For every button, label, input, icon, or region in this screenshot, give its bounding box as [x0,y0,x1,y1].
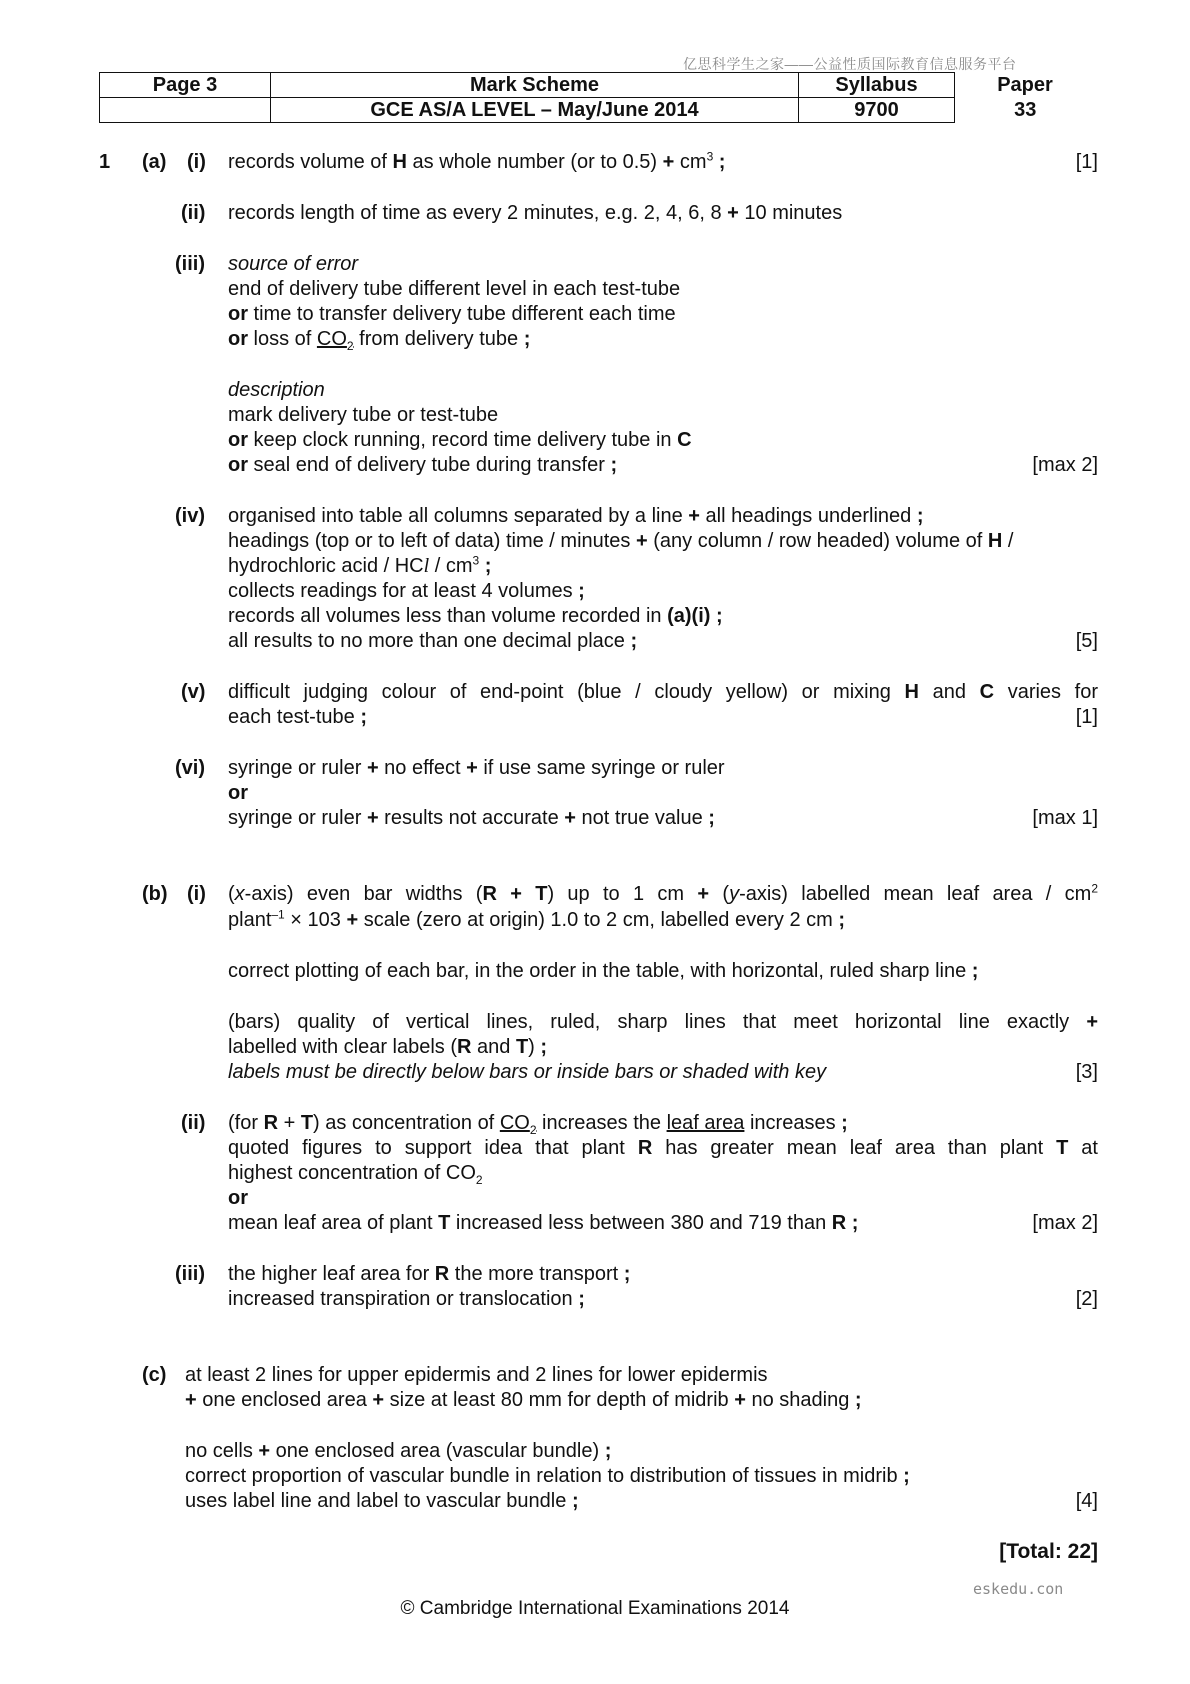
watermark-top: 亿思科学生之家——公益性质国际教育信息服务平台 [683,56,1017,72]
sub-iii-label: (iii) [175,253,205,275]
a-iii-line-3: or loss of $CO_2$ from delivery tube ; [228,328,531,353]
c-line-1: at least 2 lines for upper epidermis and 2 lines for lower epidermis [185,1364,768,1386]
a-iii-line-4: mark delivery tube or test-tube [228,404,499,426]
a-i-mark: [1] [1075,151,1098,173]
sub-v-label: (v) [181,681,206,703]
c-line-5: uses label line and label to vascular bundle ; [185,1490,579,1512]
b-i-label: (i) [187,883,206,905]
c-line-3: no cells + one enclosed area (vascular bundle) ; [185,1440,612,1462]
part-c-label: (c) [142,1364,167,1386]
a-i-text: records volume of H as whole number (or to $0.5) + cm^3$ ; [228,149,726,173]
a-iv-line-4: collects readings for at least 4 volumes ; [228,580,585,602]
paper-number: 33 [1014,99,1037,121]
a-iv-line-2: headings (top or to left of data) time / minutes + (any column / row headed) volume of H / [228,530,1014,552]
b-iii-label: (iii) [175,1263,205,1285]
c-mark: [4] [1075,1490,1098,1512]
header-empty-cell [100,98,271,123]
a-iv-line-5: records all volumes less than volume recorded in (a)(i) ; [228,605,723,627]
b-i-line-3: correct plotting of each bar, in the order in the table, with horizontal, ruled sharp line ; [228,960,979,982]
b-ii-or: or [228,1187,248,1209]
copyright-footer: © Cambridge International Examinations 2014 [400,1598,790,1619]
header-subtitle: GCE AS/A LEVEL – May/June 2014 [271,98,799,123]
b-i-line-5: labelled with clear labels (R and T) ; [228,1036,548,1058]
c-line-2: + one enclosed area + size at least 80 mm for depth of midrib + no shading ; [185,1389,862,1411]
a-vi-or: or [228,782,248,804]
b-iii-mark: [2] [1075,1288,1098,1310]
syllabus-code: 9700 [799,98,955,123]
a-iv-line-3: hydrochloric acid / HCl / $cm^3$ ; [228,553,492,577]
question-number: 1 [99,151,111,173]
b-i-line-6: labels must be directly below bars or inside bars or shaded with key [228,1061,827,1083]
b-iii-line-1: the higher leaf area for R the more transport ; [228,1263,631,1285]
b-ii-line-3: highest concentration of $CO_2$ [228,1162,483,1187]
a-iii-line-6: or seal end of delivery tube during transfer ; [228,454,618,476]
a-iii-line-5: or keep clock running, record time delivery tube in C [228,429,692,451]
b-ii-mark: [max 2] [1032,1212,1098,1234]
a-vi-line-1: syringe or ruler + no effect + if use same syringe or ruler [228,757,725,779]
b-ii-line-5: mean leaf area of plant T increased less between 380 and 719 than R ; [228,1212,859,1234]
sub-vi-label: (vi) [175,757,205,779]
a-vi-line-3: syringe or ruler + results not accurate + not true value ; [228,807,715,829]
part-b-label: (b) [142,883,168,905]
syllabus-label: Syllabus [799,73,955,98]
a-v-line-1: difficult judging colour of end-point (blue / cloudy yellow) or mixing H and C varies for [228,681,1099,703]
a-iii-line-2: or time to transfer delivery tube different each time [228,303,676,325]
b-ii-line-1: (for R + T) as concentration of $CO_2$ increases the leaf area increases ; [228,1112,848,1137]
a-iv-line-6: all results to no more than one decimal place ; [228,630,638,652]
sub-ii-label: (ii) [181,202,206,224]
part-a-label: (a) [142,151,167,173]
a-iii-line-1: end of delivery tube different level in each test-tube [228,278,681,300]
a-iii-mark: [max 2] [1032,454,1098,476]
total-marks: [Total: 22] [999,1540,1098,1563]
c-line-4: correct proportion of vascular bundle in relation to distribution of tissues in midrib ; [185,1465,910,1487]
a-iv-mark: [5] [1075,630,1098,652]
a-iv-line-1: organised into table all columns separated by a line + all headings underlined ; [228,505,924,527]
b-iii-line-2: increased transpiration or translocation ; [228,1288,585,1310]
a-v-mark: [1] [1075,706,1098,728]
b-i-line-2: plant$^{-1}$ × 103 + scale (zero at origin) 1.0 to 2 cm, labelled every 2 cm ; [228,907,846,931]
sub-i-label: (i) [187,151,206,173]
b-ii-line-2: quoted figures to support idea that plant R has greater mean leaf area than plant T at [228,1137,1098,1159]
b-i-line-1: (x-axis) even bar widths (R + T) up to 1 cm + (y-axis) labelled mean leaf area / $cm^2$ [228,881,1099,905]
header-title: Mark Scheme [271,73,799,98]
sub-iv-label: (iv) [175,505,205,527]
a-ii-text: records length of time as every 2 minutes, e.g. 2, 4, 6, 8 + 10 minutes [228,202,843,224]
b-i-mark: [3] [1075,1061,1098,1083]
watermark-bottom: eskedu.con [973,1580,1064,1598]
paper-label: Paper [997,74,1053,96]
b-i-line-4: (bars) quality of vertical lines, ruled, sharp lines that meet horizontal line exactly + [228,1011,1098,1033]
a-iii-description-heading: description [228,379,325,401]
page-number: Page 3 [100,73,271,98]
a-v-line-2: each test-tube ; [228,706,367,728]
header-table [99,72,1096,123]
a-vi-mark: [max 1] [1032,807,1098,829]
b-ii-label: (ii) [181,1112,206,1134]
a-iii-source-heading: source of error [228,253,359,275]
